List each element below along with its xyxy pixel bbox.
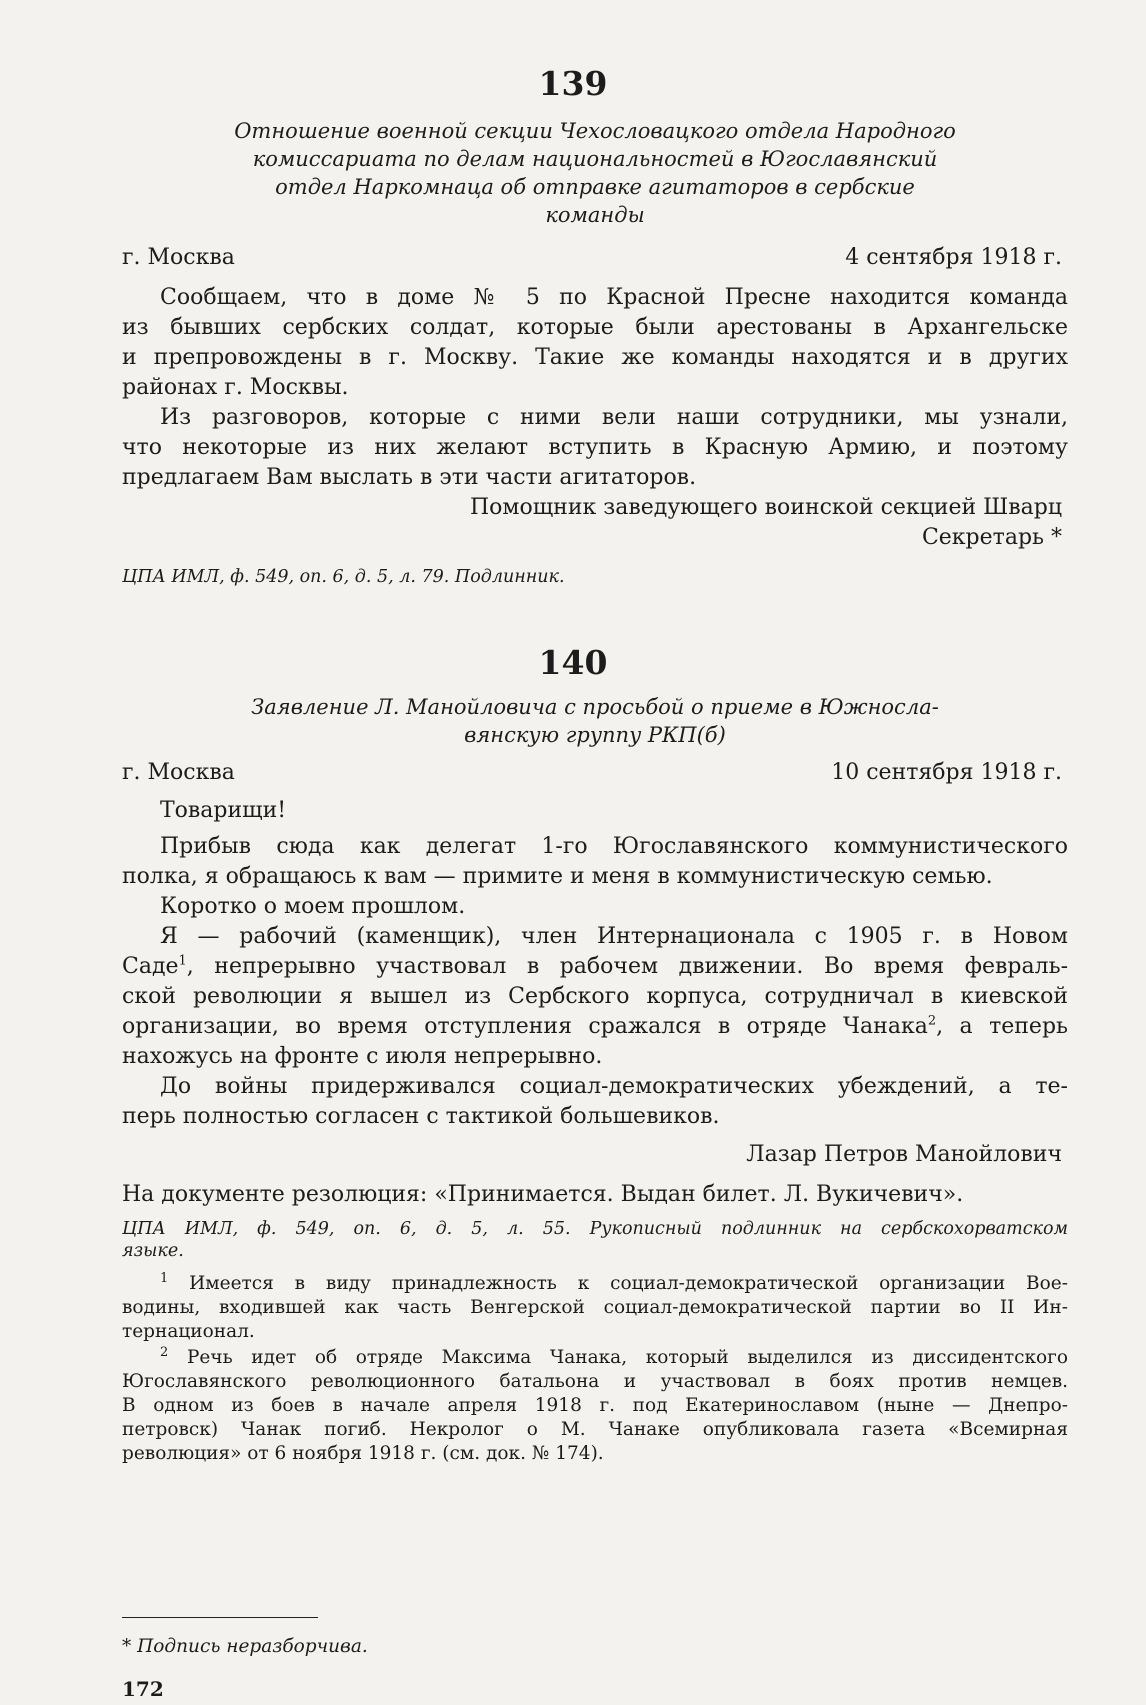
text-segment: организации, во время отступления сражался в отряде Чанака — [122, 1014, 928, 1039]
document-140-paragraph-4 — [122, 1072, 1068, 1132]
title-line: комиссариата по делам национальностей в Югославянский — [252, 147, 938, 171]
text-segment: , а теперь — [936, 1014, 1068, 1039]
document-140-resolution: На документе резолюция: «Принимается. Выдан билет. Л. Вукичевич». — [122, 1182, 964, 1207]
document-140-paragraph-1 — [122, 832, 1068, 892]
footnote-marker-2: 2 — [927, 1013, 937, 1029]
document-140-signature: Лазар Петров Манойлович — [746, 1142, 1062, 1167]
footnote-number: 2 — [160, 1344, 169, 1360]
text-line: полка, я обращаюсь к вам — примите и меня в коммунистическую семью. — [122, 864, 993, 889]
document-139-signature-1: Помощник заведующего воинской секцией Шварц — [469, 495, 1062, 520]
text-line: До войны придерживался социал-демократических убеждений, а те- — [160, 1074, 1068, 1099]
document-140-paragraph-3 — [122, 922, 1068, 1072]
document-140-greeting: Товарищи! — [160, 798, 287, 823]
text-line: перь полностью согласен с тактикой большевиков. — [122, 1104, 720, 1129]
title-line: Отношение военной секции Чехословацкого отдела Народного — [234, 119, 956, 143]
title-line: отдел Наркомнаца об отправке агитаторов в сербские — [275, 175, 915, 199]
document-140-date: 10 сентября 1918 г. — [831, 760, 1062, 785]
footnote-divider — [122, 1617, 318, 1618]
document-139-place: г. Москва — [122, 245, 235, 270]
page-number: 172 — [122, 1677, 164, 1701]
footnote-1 — [122, 1272, 1068, 1344]
text-line: Югославянского революционного батальона и участвовал в боях против немцев. — [122, 1371, 1068, 1392]
page-note: * Подпись неразборчива. — [122, 1636, 368, 1657]
text-line: Я — рабочий (каменщик), член Интернационала с 1905 г. в Новом — [160, 924, 1068, 949]
text-line — [122, 1346, 1068, 1370]
document-139-paragraph-2 — [122, 403, 1068, 493]
text-line — [122, 952, 1068, 982]
document-139-date: 4 сентября 1918 г. — [845, 245, 1062, 270]
text-line: революция» от 6 ноября 1918 г. (см. док. № 174). — [122, 1443, 604, 1464]
document-140-paragraph-2: Коротко о моем прошлом. — [160, 894, 466, 919]
text-segment: Имеется в виду принадлежность к социал-демократической организации Вое- — [189, 1273, 1068, 1294]
text-line: петровск) Чанак погиб. Некролог о М. Чанаке опубликовала газета «Всемирная — [122, 1419, 1068, 1440]
text-line: ской революции я вышел из Сербского корпуса, сотрудничал в киевской — [122, 984, 1068, 1009]
document-number-139: 139 — [538, 64, 608, 103]
document-139-title — [170, 117, 1020, 229]
text-line: В одном из боев в начале апреля 1918 г. под Екатеринославом (ныне — Днепро- — [122, 1395, 1068, 1416]
document-139-paragraph-1 — [122, 283, 1068, 403]
text-segment: Саде — [122, 954, 179, 979]
text-segment: Речь идет об отряде Максима Чанака, который выделился из диссидентского — [186, 1347, 1068, 1368]
text-segment: , непрерывно участвовал в рабочем движении. Во время февраль- — [186, 954, 1068, 979]
title-line: вянскую группу РКП(б) — [464, 723, 726, 747]
text-line — [122, 1012, 1068, 1042]
document-140-place: г. Москва — [122, 760, 235, 785]
text-line: языке. — [122, 1241, 184, 1261]
text-line: водины, входившей как часть Венгерской социал-демократической партии во II Ин- — [122, 1297, 1068, 1318]
text-line: из бывших сербских солдат, которые были арестованы в Архангельске — [122, 315, 1068, 340]
title-line: Заявление Л. Манойловича с просьбой о приеме в Южносла- — [251, 695, 939, 719]
text-line: что некоторые из них желают вступить в Красную Армию, и поэтому — [122, 435, 1068, 460]
document-140-source — [122, 1218, 1068, 1262]
text-line: Прибыв сюда как делегат 1-го Югославянского коммунистического — [160, 834, 1068, 859]
document-140-title — [170, 693, 1020, 749]
text-line: Сообщаем, что в доме № 5 по Красной Пресне находится команда — [160, 285, 1068, 310]
text-line: предлагаем Вам выслать в эти части агитаторов. — [122, 465, 697, 490]
footnote-2 — [122, 1346, 1068, 1466]
footnote-marker-1: 1 — [178, 953, 187, 969]
text-line — [122, 1272, 1068, 1296]
title-line: команды — [545, 203, 645, 227]
text-line: нахожусь на фронте с июля непрерывно. — [122, 1044, 603, 1069]
document-139-signature-2: Секретарь * — [921, 525, 1062, 550]
text-line: тернационал. — [122, 1321, 255, 1342]
document-number-140: 140 — [538, 643, 608, 682]
text-line: ЦПА ИМЛ, ф. 549, оп. 6, д. 5, л. 55. Рукописный подлинник на сербскохорватском — [122, 1219, 1068, 1239]
footnote-number: 1 — [160, 1270, 169, 1286]
text-line: районах г. Москвы. — [122, 375, 349, 400]
text-line: и препровождены в г. Москву. Такие же команды находятся и в других — [122, 345, 1068, 370]
text-line: Из разговоров, которые с ними вели наши сотрудники, мы узнали, — [160, 405, 1068, 430]
document-139-source: ЦПА ИМЛ, ф. 549, оп. 6, д. 5, л. 79. Подлинник. — [122, 567, 565, 587]
